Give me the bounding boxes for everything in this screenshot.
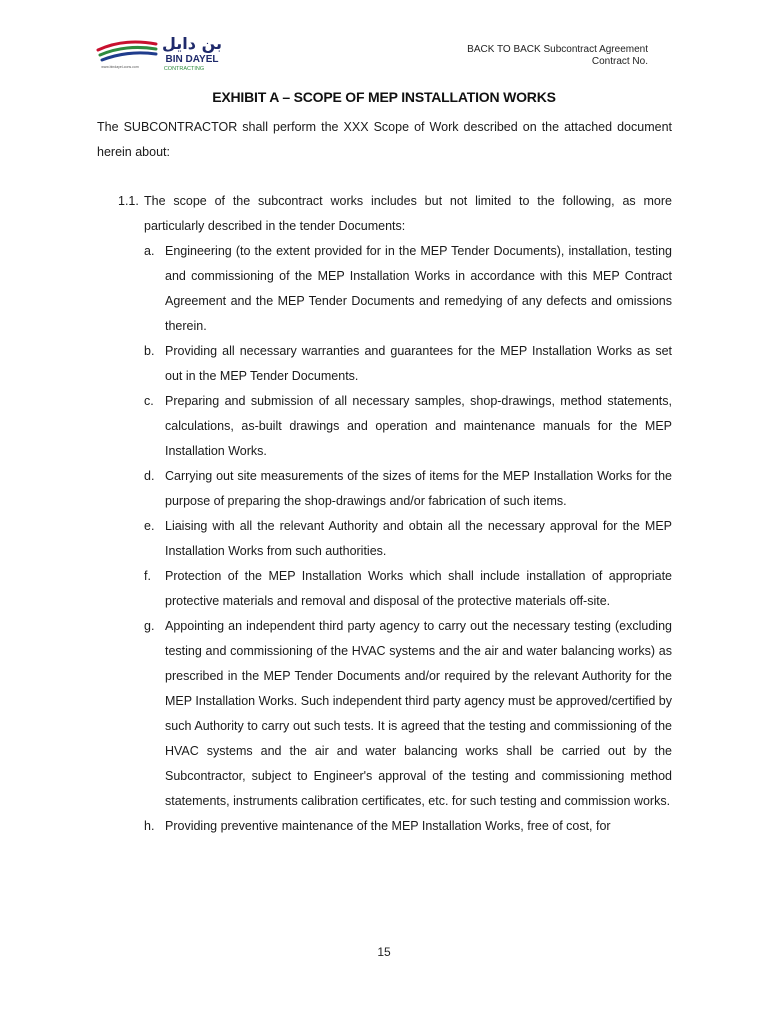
- logo-name-text: BIN DAYEL: [165, 54, 219, 65]
- page-header: [0, 0, 768, 84]
- list-item-marker: a.: [144, 244, 155, 258]
- list-item-marker: h.: [144, 819, 155, 833]
- clause-number: 1.1.: [118, 194, 139, 208]
- list-item-text: Carrying out site measurements of the sizes of items for the MEP Installation Works for the purpose of preparing the shop-drawings and/or fabrication of such items.: [165, 469, 672, 508]
- header-contract-number: Contract No.: [591, 56, 648, 67]
- list-item-text: Providing all necessary warranties and guarantees for the MEP Installation Works as set out in the MEP Tender Documents.: [165, 344, 672, 383]
- list-item: [144, 514, 672, 564]
- list-item: [144, 239, 672, 339]
- list-item-text: Protection of the MEP Installation Works which shall include installation of appropriate protective materials and removal and disposal of the protective materials off-site.: [165, 569, 672, 608]
- list-item-marker: f.: [144, 569, 151, 583]
- bin-dayel-logo-icon: [96, 34, 228, 78]
- list-item: [144, 389, 672, 464]
- scope-items-list: [144, 239, 672, 839]
- list-item-text: Appointing an independent third party agency to carry out the necessary testing (excluding testing and commissioning of the HVAC systems and the air and water balancing works) as prescribed in the MEP Tender Documents and/or required by the relevant Authority for the MEP Installation Works. Such independent third party agency must be approved/certified by such Authority to carry out such tests. It is agreed that the testing and commissioning of the HVAC systems and the air and water balancing works shall be carried out by the Subcontractor, subject to Engineer's approval of the testing and commissioning method statements, instruments calibration certificates, etc. for such testing and commission works.: [165, 619, 672, 808]
- logo-website-text: www.bindayel-cons.com: [101, 65, 139, 69]
- company-logo: [96, 34, 228, 78]
- list-item: [144, 464, 672, 514]
- logo-subtitle-text: CONTRACTING: [163, 66, 205, 72]
- list-item-text: Liaising with all the relevant Authority and obtain all the necessary approval for the MEP Installation Works from such authorities.: [165, 519, 672, 558]
- header-agreement-info: [467, 44, 648, 68]
- logo-arabic-text: بن دايل: [162, 34, 222, 53]
- header-agreement-title: BACK TO BACK Subcontract Agreement: [467, 44, 648, 55]
- exhibit-title: EXHIBIT A – SCOPE OF MEP INSTALLATION WORKS: [212, 89, 556, 105]
- list-item: [144, 564, 672, 614]
- clause-text: The scope of the subcontract works includes but not limited to the following, as more particularly described in the tender Documents:: [144, 194, 672, 233]
- list-item-text: Preparing and submission of all necessary samples, shop-drawings, method statements, calculations, as-built drawings and operation and maintenance manuals for the MEP Installation Works.: [165, 394, 672, 458]
- list-item-text: Providing preventive maintenance of the MEP Installation Works, free of cost, for: [165, 819, 611, 833]
- list-item-text: Engineering (to the extent provided for in the MEP Tender Documents), installation, testing and commissioning of the MEP Installation Works in accordance with this MEP Contract Agreement and the MEP Tender Documents and remedying of any defects and omissions therein.: [165, 244, 672, 333]
- list-item-marker: g.: [144, 619, 155, 633]
- list-item: [144, 614, 672, 814]
- list-item-marker: b.: [144, 344, 155, 358]
- page-number: 15: [377, 945, 391, 959]
- list-item: [144, 814, 672, 839]
- list-item: [144, 339, 672, 389]
- list-item-marker: c.: [144, 394, 154, 408]
- list-item-marker: d.: [144, 469, 155, 483]
- list-item-marker: e.: [144, 519, 155, 533]
- intro-paragraph: The SUBCONTRACTOR shall perform the XXX Scope of Work described on the attached document herein about:: [97, 120, 672, 159]
